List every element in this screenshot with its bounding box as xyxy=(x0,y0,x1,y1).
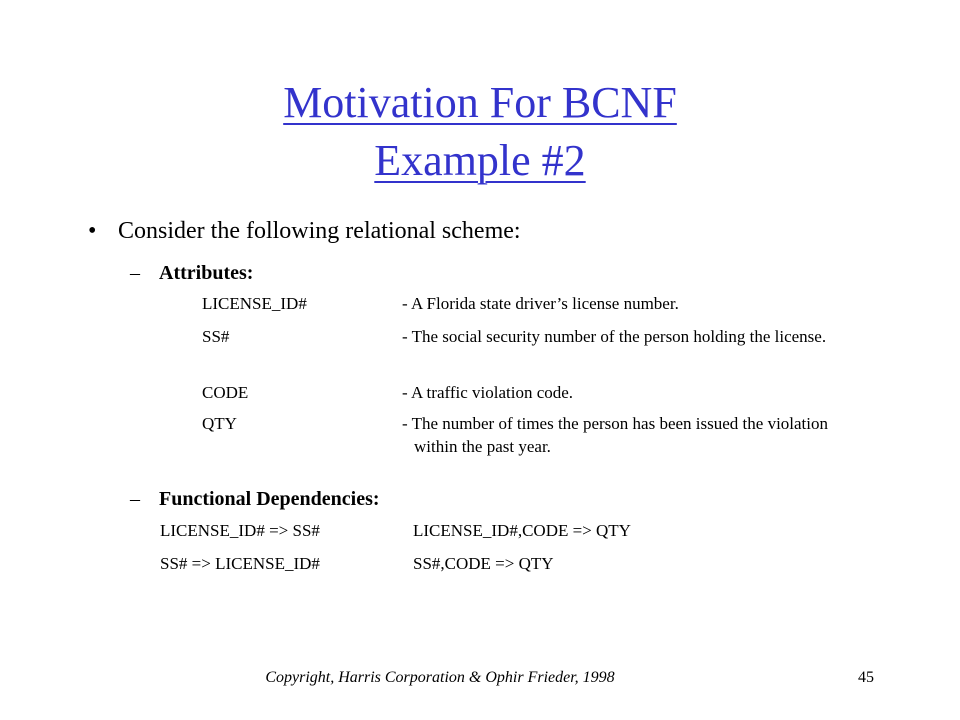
dependency-item: LICENSE_ID# => SS# xyxy=(160,521,320,540)
dependencies-heading-text: Functional Dependencies: xyxy=(159,488,380,510)
slide-title xyxy=(0,74,960,190)
title-line-1: Motivation For BCNF xyxy=(283,78,677,127)
attribute-desc: - The social security number of the person holding the license. xyxy=(402,327,827,346)
attribute-name: QTY xyxy=(202,414,237,433)
attribute-name: SS# xyxy=(202,327,230,346)
title-line-2: Example #2 xyxy=(374,136,586,185)
bullet-item xyxy=(88,216,521,246)
attributes-heading xyxy=(130,260,253,286)
attributes-dash: – xyxy=(130,262,140,284)
bullet-text: Consider the following relational scheme: xyxy=(118,218,521,244)
attributes-heading-text: Attributes: xyxy=(159,262,254,284)
copyright-footer: Copyright, Harris Corporation & Ophir Frieder, 1998 xyxy=(265,669,615,686)
dependencies-heading xyxy=(130,486,380,512)
attribute-desc: - The number of times the person has been issued the violation within the past year. xyxy=(402,414,829,456)
bullet-marker: • xyxy=(88,218,97,244)
dependency-item: LICENSE_ID#,CODE => QTY xyxy=(413,521,631,540)
page-number: 45 xyxy=(858,669,874,686)
dependencies-dash: – xyxy=(130,488,140,510)
attribute-name: LICENSE_ID# xyxy=(202,294,307,313)
attribute-desc: - A Florida state driver’s license number. xyxy=(402,294,679,313)
dependency-item: SS# => LICENSE_ID# xyxy=(160,554,320,573)
attribute-desc: - A traffic violation code. xyxy=(402,383,574,402)
dependency-item: SS#,CODE => QTY xyxy=(413,554,554,573)
attribute-name: CODE xyxy=(202,383,249,402)
